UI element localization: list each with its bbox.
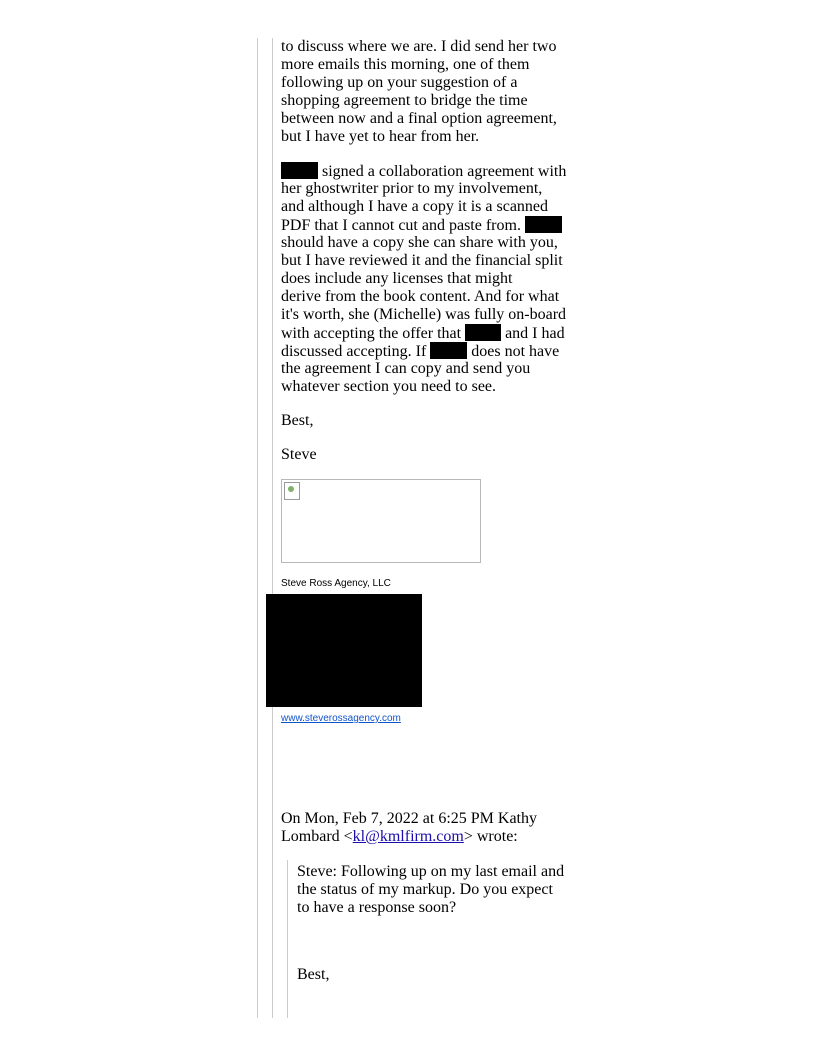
text-line: the agreement I can copy and send you [281,360,531,377]
agency-website [281,713,401,725]
quote-attribution-line: On Mon, Feb 7, 2022 at 6:25 PM Kathy [281,810,537,827]
quote-bar-outer [257,38,258,1018]
redaction-bar [281,162,318,179]
email-link[interactable]: kl@kmlfirm.com [352,828,464,845]
text-segment: does not have [467,343,560,360]
text-line: more emails this morning, one of them [281,56,530,73]
text-segment: > wrote: [463,828,518,845]
text-line: it's worth, she (Michelle) was fully on-board [281,306,567,323]
text-segment: with accepting the offer that [281,325,466,342]
text-line: to discuss where we are. I did send her two [281,38,557,55]
text-line: whatever section you need to see. [281,378,497,395]
text-line: between now and a final option agreement, [281,110,557,127]
broken-image-icon [284,482,300,500]
quote-attribution-line [281,828,518,846]
text-line: does include any licenses that might [281,270,513,287]
text-line: shopping agreement to bridge the time [281,92,528,109]
redaction-bar [465,324,501,341]
agency-website-link[interactable]: www.steverossagency.com [281,713,401,724]
text-line: Steve: Following up on my last email and [297,863,565,880]
text-segment: signed a collaboration agreement with [318,163,567,180]
text-line: and although I have a copy it is a scanned [281,198,549,215]
signature-image [281,479,481,563]
redaction-bar [430,342,467,359]
text-line: should have a copy she can share with you, [281,234,558,251]
text-line: but I have yet to hear from her. [281,128,480,145]
redaction-bar [525,216,562,233]
text-line [281,324,565,343]
closing-text: Best, [281,412,314,429]
text-line: to have a response soon? [297,899,457,916]
text-line: derive from the book content. And for what [281,288,560,305]
text-line: the status of my markup. Do you expect [297,881,553,898]
signoff-name: Steve [281,446,317,463]
quote-bar-inner [287,860,288,1018]
agency-name: Steve Ross Agency, LLC [281,578,391,589]
text-line: but I have reviewed it and the financial split [281,252,563,269]
text-segment: Lombard < [281,828,353,845]
text-line: following up on your suggestion of a [281,74,518,91]
text-segment: and I had [501,325,565,342]
text-line [281,216,562,235]
text-line [281,162,566,181]
text-segment: PDF that I cannot cut and paste from. [281,217,525,234]
quoted-closing-text: Best, [297,966,330,983]
redacted-contact-block [266,594,422,707]
text-segment: discussed accepting. If [281,343,431,360]
text-line [281,342,559,361]
quote-bar-middle [272,38,273,1018]
text-line: her ghostwriter prior to my involvement, [281,180,543,197]
